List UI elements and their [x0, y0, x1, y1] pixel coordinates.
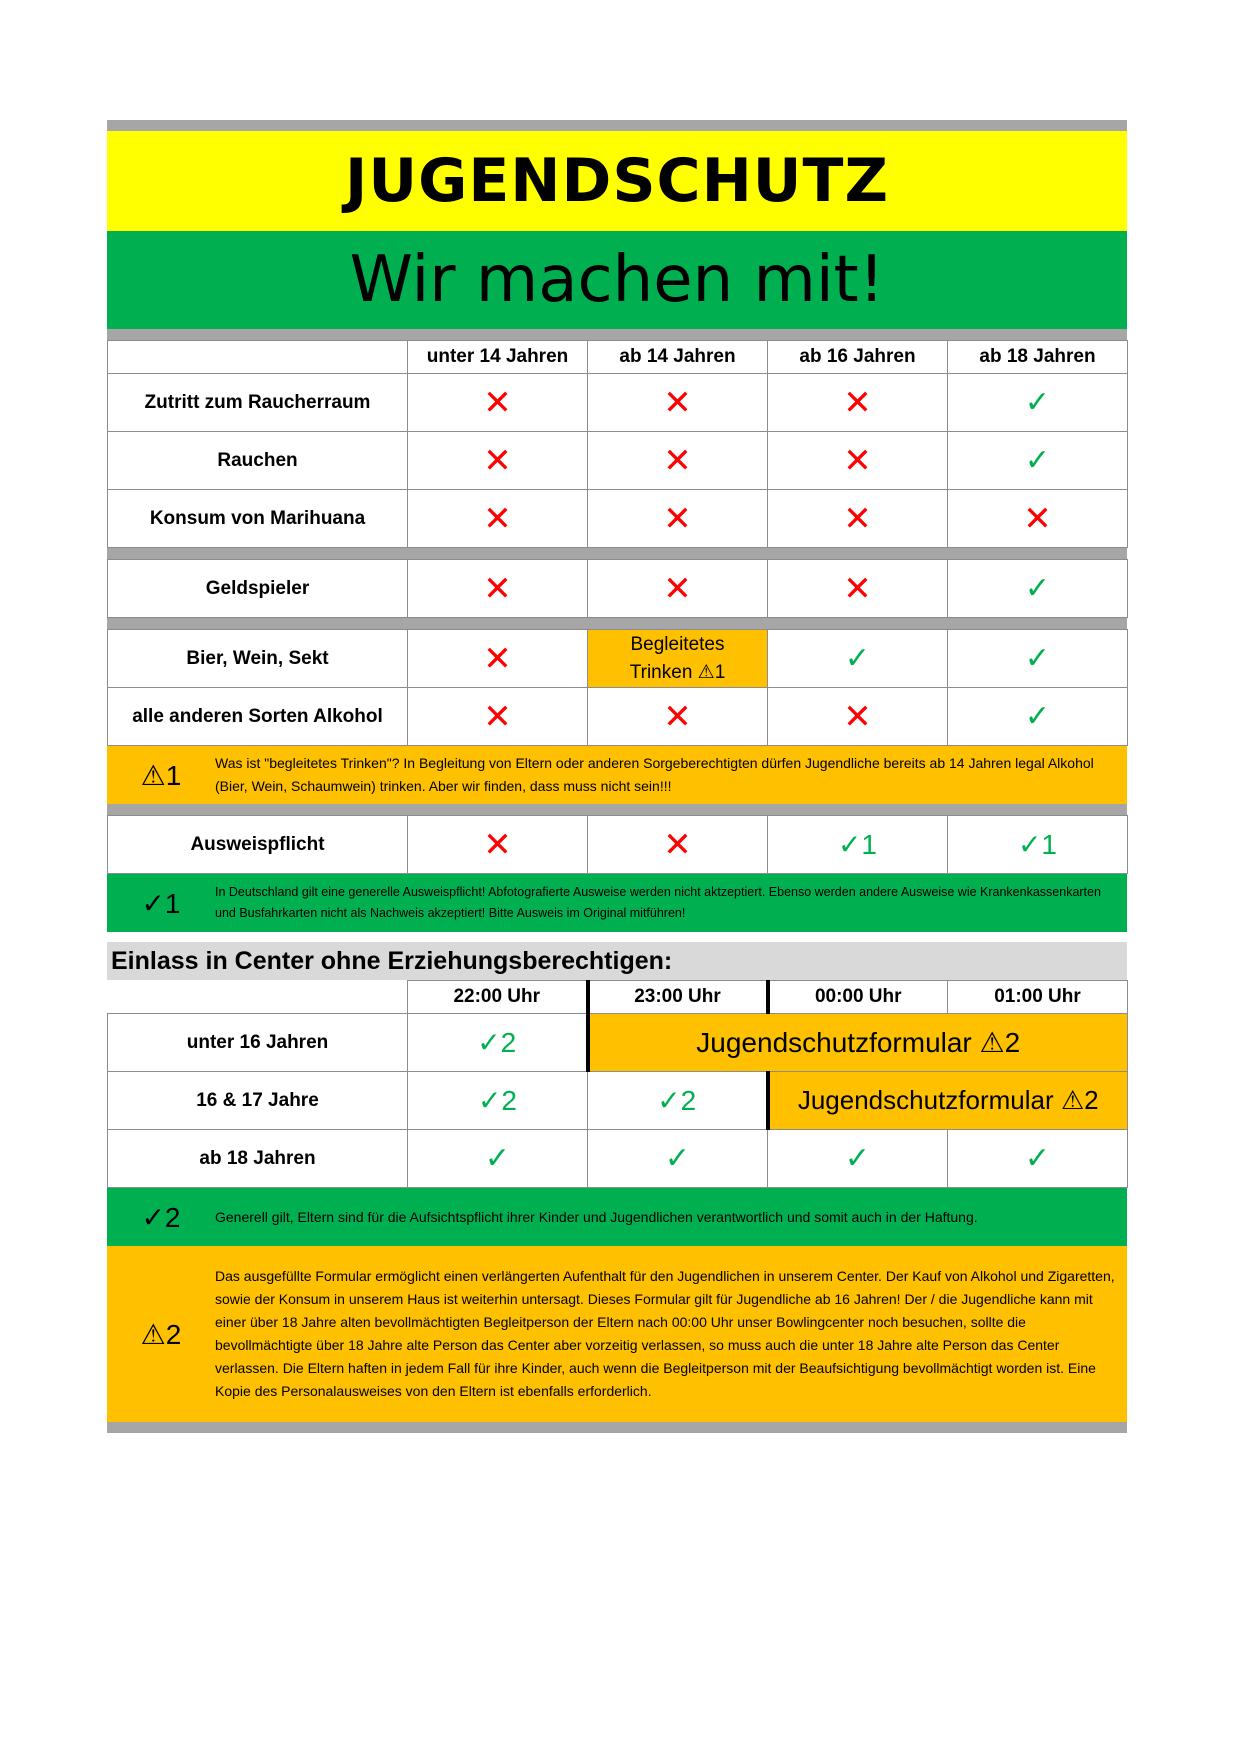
check-icon: ✓ [844, 641, 871, 675]
table-header-row [108, 981, 1128, 1014]
youth-form-cell: Jugendschutzformular ⚠2 [768, 1072, 1128, 1130]
cross-icon: ✕ [663, 569, 692, 608]
row-label: Ausweispflicht [108, 816, 408, 874]
note-accompanied-drinking [107, 746, 1127, 804]
table-row [108, 1014, 1128, 1072]
note-parental-supervision [107, 1188, 1127, 1246]
col-under-14: unter 14 Jahren [408, 341, 588, 374]
note-text: In Deutschland gilt eine generelle Ausweispflicht! Abfotografierte Ausweise werden nicht aktzeptiert. Ebenso werden andere Ausweise wie Krankenkassenkarten und Busfahrkarten nicht als Nachweis akzeptiert! Bitte Ausweis im Original mitführen! [215, 885, 1101, 920]
check-icon: ✓2 [141, 1201, 181, 1233]
divider [107, 329, 1127, 340]
cross-icon: ✕ [663, 825, 692, 864]
col-from-18: ab 18 Jahren [948, 341, 1128, 374]
cross-icon: ✕ [843, 499, 872, 538]
cross-icon: ✕ [483, 825, 512, 864]
note-text: Das ausgefüllte Formular ermöglicht einen verlängerten Aufenthalt für den Jugendlichen in unserem Center. Der Kauf von Alkohol und Zigaretten, sowie der Konsum in unserem Haus ist weiterhin untersagt. Dieses Formular gilt für Jugendliche ab 16 Jahren! Der / die Jugendliche kann mit einer über 18 Jahre alten bevollmächtigten Begleitperson der Eltern nach 00:00 Uhr unser Bowlingcenter noch besuchen, sollte die bevollmächtigte über 18 Jahre alte Person das Center aber vorzeitig verlassen, so muss auch die unter 18 Jahre alte Person das Center verlassen. Die Eltern haften in jedem Fall für ihre Kinder, auch wenn die Begleitperson mit der Beaufsichtigung bevollmächtigt worden ist. Eine Kopie des Personalausweises von den Eltern ist ebenfalls erforderlich. [215, 1268, 1115, 1399]
col-0100: 01:00 Uhr [948, 981, 1128, 1014]
col-2200: 22:00 Uhr [408, 981, 588, 1014]
warning-icon: ⚠2 [140, 1318, 182, 1350]
youth-form-cell: Jugendschutzformular ⚠2 [588, 1014, 1128, 1072]
cross-icon: ✕ [483, 383, 512, 422]
row-label: unter 16 Jahren [108, 1014, 408, 1072]
note-id-requirement [107, 874, 1127, 932]
cross-icon: ✕ [843, 441, 872, 480]
check-icon: ✓ [844, 1141, 871, 1175]
note-text: Generell gilt, Eltern sind für die Aufsichtspflicht ihrer Kinder und Jugendlichen verantwortlich und somit auch in der Haftung. [215, 1208, 978, 1225]
entry-times-table [107, 980, 1128, 1188]
section-title: Einlass in Center ohne Erziehungsberechtigen: [107, 942, 1127, 980]
cross-icon: ✕ [663, 441, 692, 480]
table-row [108, 490, 1128, 548]
row-label: alle anderen Sorten Alkohol [108, 688, 408, 746]
table-row [108, 374, 1128, 432]
alcohol-table [107, 629, 1128, 746]
row-label: ab 18 Jahren [108, 1130, 408, 1188]
note-text: Was ist "begleitetes Trinken"? In Begleitung von Eltern oder anderen Sorgeberechtigten dürfen Jugendliche bereits ab 14 Jahren legal Alkohol (Bier, Wein, Schaumwein) trinken. Aber wir finden, dass muss nicht sein!!! [215, 755, 1094, 794]
cross-icon: ✕ [483, 441, 512, 480]
table-header-row [108, 341, 1128, 374]
table-row [108, 1072, 1128, 1130]
check-icon: ✓2 [477, 1026, 517, 1058]
table-row [108, 560, 1128, 618]
check-icon: ✓1 [1017, 828, 1058, 860]
table-row [108, 1130, 1128, 1188]
row-label: Konsum von Marihuana [108, 490, 408, 548]
divider [107, 618, 1127, 629]
page-title: JUGENDSCHUTZ [345, 146, 889, 216]
check-icon: ✓1 [837, 828, 878, 860]
col-0000: 00:00 Uhr [768, 981, 948, 1014]
check-icon: ✓ [1024, 443, 1051, 477]
check-icon: ✓ [484, 1141, 511, 1175]
cross-icon: ✕ [843, 383, 872, 422]
table-row [108, 688, 1128, 746]
cross-icon: ✕ [663, 499, 692, 538]
check-icon: ✓1 [141, 887, 181, 919]
age-rules-table [107, 340, 1128, 548]
bottom-border [107, 1422, 1127, 1433]
cross-icon: ✕ [843, 569, 872, 608]
header-empty [108, 981, 408, 1014]
cross-icon: ✕ [1023, 499, 1052, 538]
header-empty [108, 341, 408, 374]
col-from-14: ab 14 Jahren [588, 341, 768, 374]
row-label: 16 & 17 Jahre [108, 1072, 408, 1130]
top-border [107, 120, 1127, 131]
check-icon: ✓ [1024, 641, 1051, 675]
check-icon: ✓ [1024, 1141, 1051, 1175]
poster [107, 120, 1127, 1433]
check-icon: ✓ [1024, 699, 1051, 733]
title-band [107, 131, 1127, 231]
col-2300: 23:00 Uhr [588, 981, 768, 1014]
spacer [107, 932, 1127, 942]
check-icon: ✓2 [477, 1084, 518, 1116]
gambling-table [107, 559, 1128, 618]
divider [107, 548, 1127, 559]
row-label: Zutritt zum Raucherraum [108, 374, 408, 432]
check-icon: ✓ [664, 1141, 691, 1175]
accompanied-drinking-label: Begleitetes Trinken ⚠1 [629, 633, 726, 683]
row-label: Bier, Wein, Sekt [108, 630, 408, 688]
check-icon: ✓ [1024, 571, 1051, 605]
cross-icon: ✕ [483, 499, 512, 538]
id-table [107, 815, 1128, 874]
table-row [108, 630, 1128, 688]
row-label: Geldspieler [108, 560, 408, 618]
page-subtitle: Wir machen mit! [349, 243, 885, 317]
divider [107, 804, 1127, 815]
check-icon: ✓2 [657, 1084, 697, 1116]
table-row [108, 816, 1128, 874]
cross-icon: ✕ [483, 639, 512, 678]
subtitle-band [107, 231, 1127, 329]
cross-icon: ✕ [843, 697, 872, 736]
cross-icon: ✕ [663, 383, 692, 422]
row-label: Rauchen [108, 432, 408, 490]
table-row [108, 432, 1128, 490]
check-icon: ✓ [1024, 385, 1051, 419]
cross-icon: ✕ [483, 697, 512, 736]
warning-icon: ⚠1 [140, 759, 182, 791]
cross-icon: ✕ [483, 569, 512, 608]
cross-icon: ✕ [663, 697, 692, 736]
note-youth-form [107, 1246, 1127, 1422]
col-from-16: ab 16 Jahren [768, 341, 948, 374]
